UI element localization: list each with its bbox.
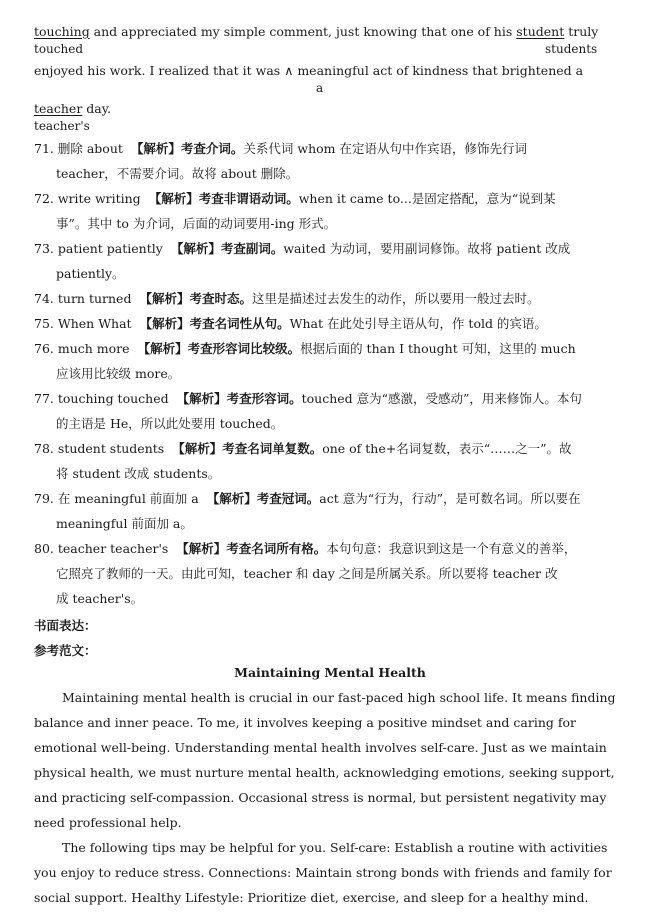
item-number: 78. [34,441,54,456]
item-answer: 在 meaningful 前面加 a [57,491,199,506]
analysis-text: act 意为“行为，行动”，是可数名词。所以要在 [319,491,581,506]
answer-item-76 [34,336,634,381]
essay-line: The following tips may be helpful for you. Self-care: Establish a routine with activities [62,840,608,855]
analysis-text: 根据后面的 than I thought 可知，这里的 much [300,341,576,356]
item-answer: 删除 about [57,141,123,156]
analysis-text: touched 意为“感激，受感动”，用来修饰人。本句 [301,391,582,406]
answer-item-75 [34,311,634,336]
correction-a: a [316,81,324,95]
error-word-teacher: teacher [34,101,83,116]
correction-teachers: teacher's [34,119,90,133]
analysis-continuation: meaningful 前面加 a。 [56,516,193,531]
answer-item-74 [34,286,634,311]
item-answer: turn turned [57,291,132,306]
analysis-tag: 【解析】考查形容词比较级。 [137,341,301,356]
item-number: 79. [34,491,54,506]
item-answer: write writing [57,191,141,206]
analysis-tag: 【解析】考查时态。 [139,291,252,306]
analysis-continuation: 事”。其中 to 为介词，后面的动词要用-ing 形式。 [56,216,337,231]
analysis-tag: 【解析】考查非谓语动词。 [148,191,299,206]
error-word-student: student [516,24,565,39]
analysis-text: when it came to...是固定搭配，意为“说到某 [298,191,556,206]
passage-text: enjoyed his work. I realized that it was [34,63,285,78]
essay-line: balance and inner peace. To me, it involves keeping a positive mindset and caring for [34,715,576,730]
essay-line: physical health, we must nurture mental health, acknowledging emotions, seeking support, [34,765,615,780]
passage-line-2 [34,63,583,78]
essay-line: and practicing self-compassion. Occasional stress is normal, but persistent negativity may [34,790,607,805]
item-number: 77. [34,391,54,406]
passage-text: day. [82,101,112,116]
passage-line-3 [34,101,111,116]
analysis-continuation: teacher，不需要介词。故将 about 删除。 [56,166,299,181]
item-answer: student students [57,441,165,456]
answer-item-72 [34,186,634,231]
analysis-continuation: 将 student 改成 students。 [56,466,221,481]
analysis-tag: 【解析】考查冠词。 [206,491,320,506]
answer-item-78 [34,436,634,481]
answer-item-73 [34,236,634,281]
item-number: 76. [34,341,54,356]
item-number: 74. [34,291,54,306]
passage-line-1 [34,24,598,39]
item-answer: patient patiently [57,241,163,256]
insert-caret: ∧ [284,63,294,78]
item-number: 72. [34,191,54,206]
essay-line: social support. Healthy Lifestyle: Prioritize diet, exercise, and sleep for a healthy mind. [34,890,589,905]
correction-touched: touched [34,42,84,56]
item-number: 71. [34,141,54,156]
analysis-text: 关系代词 whom 在定语从句中作宾语，修饰先行词 [243,141,527,156]
answer-item-77 [34,386,634,431]
analysis-continuation: patiently。 [56,266,125,281]
error-word-touching: touching [34,24,90,39]
item-answer: teacher teacher's [57,541,169,556]
essay-line: Maintaining mental health is crucial in our fast-paced high school life. It means finding [62,690,616,705]
item-number: 73. [34,241,54,256]
correction-students: students [545,42,598,56]
analysis-text: one of the+名词复数，表示“……之一”。故 [322,441,572,456]
item-number: 75. [34,316,54,331]
item-answer: When What [57,316,132,331]
analysis-tag: 【解析】考查名词性从句。 [139,316,290,331]
analysis-text: 这里是描述过去发生的动作，所以要用一般过去时。 [251,291,540,306]
analysis-text: waited 为动词，要用副词修饰。故将 patient 改成 [283,241,571,256]
analysis-continuation: 的主语是 He，所以此处要用 touched。 [56,416,284,431]
essay-line: you enjoy to reduce stress. Connections: Maintain strong bonds with friends and family for [34,865,612,880]
analysis-tag: 【解析】考查名词单复数。 [172,441,323,456]
essay-line: emotional well-being. Understanding mental health involves self-care. Just as we maintain [34,740,607,755]
analysis-continuation: 它照亮了教师的一天。由此可知，teacher 和 day 之间是所属关系。所以要将 teacher 改 [56,566,558,581]
item-answer: much more [57,341,130,356]
passage-text: and appreciated my simple comment, just knowing that one of his [89,24,517,39]
analysis-text: 本句句意：我意识到这是一个有意义的善举， [326,541,577,556]
answer-item-79 [34,486,634,531]
sample-heading: 参考范文： [34,643,97,658]
essay-line: need professional help. [34,815,182,830]
analysis-tag: 【解析】考查介词。 [130,141,244,156]
answer-item-80 [34,536,634,606]
analysis-tag: 【解析】考查副词。 [170,241,284,256]
analysis-text: What 在此处引导主语从句，作 told 的宾语。 [289,316,547,331]
answer-item-71 [34,136,634,181]
passage-text: truly [564,24,599,39]
item-answer: touching touched [57,391,169,406]
item-number: 80. [34,541,54,556]
essay-title: Maintaining Mental Health [234,665,426,680]
analysis-tag: 【解析】考查名词所有格。 [176,541,327,556]
passage-text: meaningful act of kindness that brightened a [293,63,584,78]
writing-heading: 书面表达： [34,618,97,633]
analysis-continuation: 成 teacher's。 [56,591,144,606]
analysis-tag: 【解析】考查形容词。 [176,391,302,406]
analysis-continuation: 应该用比较级 more。 [56,366,181,381]
